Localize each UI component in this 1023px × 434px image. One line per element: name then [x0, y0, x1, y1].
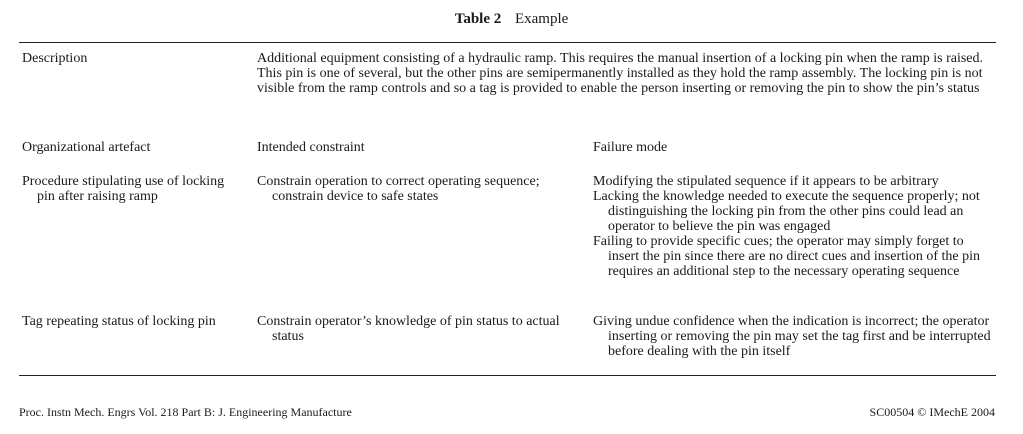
- row1-failure-mode-2: Lacking the knowledge needed to execute the sequence properly; not distinguishing the locking pin from the other pins could lead an operator to believe the pin was engaged: [593, 189, 980, 234]
- description-text: Additional equipment consisting of a hydraulic ramp. This requires the manual insertion of a locking pin when the ramp is raised. This pin is one of several, but the other pins are semipermanently installed as they hold the ramp assembly. The locking pin is not visible from the ramp controls and so a tag is provided to enable the person inserting or removing the pin to show the pin’s status: [257, 51, 984, 96]
- row2-failure-modes: [593, 314, 998, 359]
- copyright-footer: SC00504 © IMechE 2004: [869, 405, 995, 419]
- row1-constraint: Constrain operation to correct operating sequence; constrain device to safe states: [257, 174, 540, 204]
- row1-failure-modes: [593, 174, 998, 279]
- row2-failure-mode-1: Giving undue confidence when the indication is incorrect; the operator inserting or removing the pin may set the tag first and be interrupted before dealing with the pin itself: [593, 314, 991, 359]
- table-caption: [0, 10, 1023, 28]
- row1-artefact: Procedure stipulating use of locking pin after raising ramp: [22, 174, 225, 204]
- header-organizational-artefact: Organizational artefact: [22, 140, 151, 155]
- row1-failure-mode-3: Failing to provide specific cues; the operator may simply forget to insert the pin since there are no direct cues and insertion of the pin requires an additional step to the necessary operating sequence: [593, 234, 981, 279]
- table-caption-title: Example: [514, 11, 569, 27]
- header-failure-mode: Failure mode: [593, 140, 668, 155]
- row1-failure-mode-1: Modifying the stipulated sequence if it appears to be arbitrary: [593, 174, 939, 189]
- table-top-rule: [19, 42, 996, 43]
- row2-artefact: Tag repeating status of locking pin: [22, 314, 216, 329]
- table-bottom-rule: [19, 375, 996, 376]
- row2-constraint: Constrain operator’s knowledge of pin status to actual status: [257, 314, 560, 344]
- journal-footer: Proc. Instn Mech. Engrs Vol. 218 Part B: J. Engineering Manufacture: [19, 405, 352, 419]
- description-label: Description: [22, 51, 88, 66]
- header-intended-constraint: Intended constraint: [257, 140, 365, 155]
- table-caption-label: Table 2: [454, 11, 502, 27]
